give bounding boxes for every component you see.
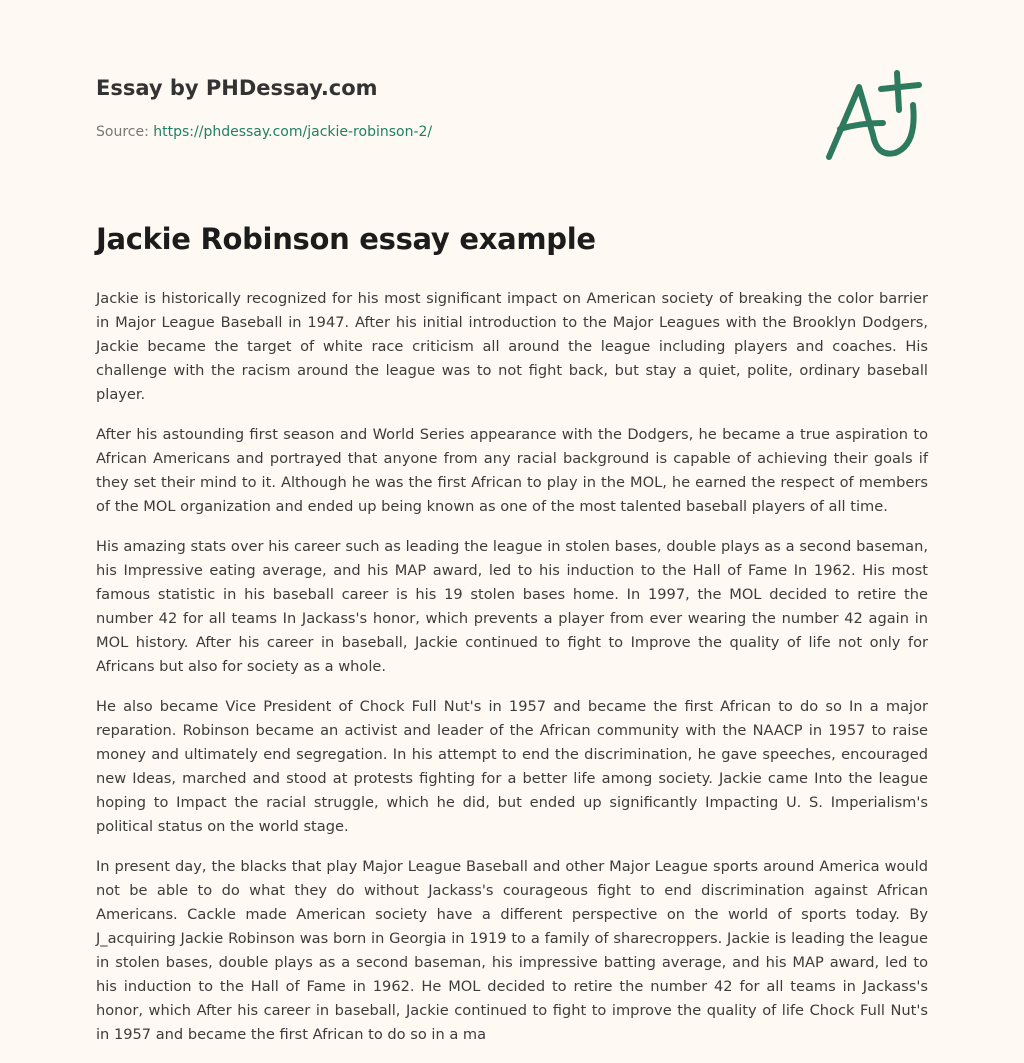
site-brand: Essay by PHDessay.com: [96, 76, 378, 100]
essay-body: [96, 287, 928, 1063]
essay-paragraph: He also became Vice President of Chock Full Nut's in 1957 and became the first African to do so In a major reparation. Robinson became an activist and leader of the African community with the NAACP in 1957 to raise money and ultimately end segregation. In his attempt to end the discrimination, he gave speeches, encouraged new Ideas, marched and stood at protests fighting for a better life among society. Jackie came Into the league hoping to Impact the racial struggle, which he did, but ended up significantly Impacting U. S. Imperialism's political status on the world stage.: [96, 698, 928, 835]
source-link[interactable]: https://phdessay.com/jackie-robinson-2/: [153, 124, 433, 140]
essay-paragraph: After his astounding first season and World Series appearance with the Dodgers, he became a true aspiration to African Americans and portrayed that anyone from any racial background is capable of achieving their goals if they set their mind to it. Although he was the first African to play in the MOL, he earned the respect of members of the MOL organization and ended up being known as one of the most talented baseball players of all time.: [96, 426, 928, 515]
essay-paragraph: His amazing stats over his career such as leading the league in stolen bases, double plays as a second baseman, his Impressive eating average, and his MAP award, led to his induction to the Hall of Fame In 1962. His most famous statistic in his baseball career is his 19 stolen bases home. In 1997, the MOL decided to retire the number 42 for all teams In Jackass's honor, which prevents a player from ever wearing the number 42 again in MOL history. After his career in baseball, Jackie continued to fight to Improve the quality of life not only for Africans but also for society as a whole.: [96, 538, 928, 675]
page-title: Jackie Robinson essay example: [96, 222, 596, 256]
source-line: [96, 124, 432, 140]
source-label: Source:: [96, 124, 149, 140]
essay-paragraph: Jackie is historically recognized for his most significant impact on American society of breaking the color barrier in Major League Baseball in 1947. After his initial introduction to the Major Leagues with the Brooklyn Dodgers, Jackie became the target of white race criticism all around the league including players and coaches. His challenge with the racism around the league was to not fight back, but stay a quiet, polite, ordinary baseball player.: [96, 290, 928, 403]
a-plus-logo: [815, 65, 935, 175]
essay-paragraph: In present day, the blacks that play Major League Baseball and other Major League sports around America would not be able to do what they do without Jackass's courageous fight to end discrimination against African Americans. Cackle made American society have a different perspective on the world of sports today. By J_acquiring Jackie Robinson was born in Georgia in 1919 to a family of sharecroppers. Jackie is leading the league in stolen bases, double plays as a second baseman, his impressive batting average, and his MAP award, led to his induction to the Hall of Fame in 1962. He MOL decided to retire the number 42 for all teams in Jackass's honor, which After his career in baseball, Jackie continued to fight to improve the quality of life Chock Full Nut's in 1957 and became the first African to do so in a ma: [96, 858, 928, 1043]
